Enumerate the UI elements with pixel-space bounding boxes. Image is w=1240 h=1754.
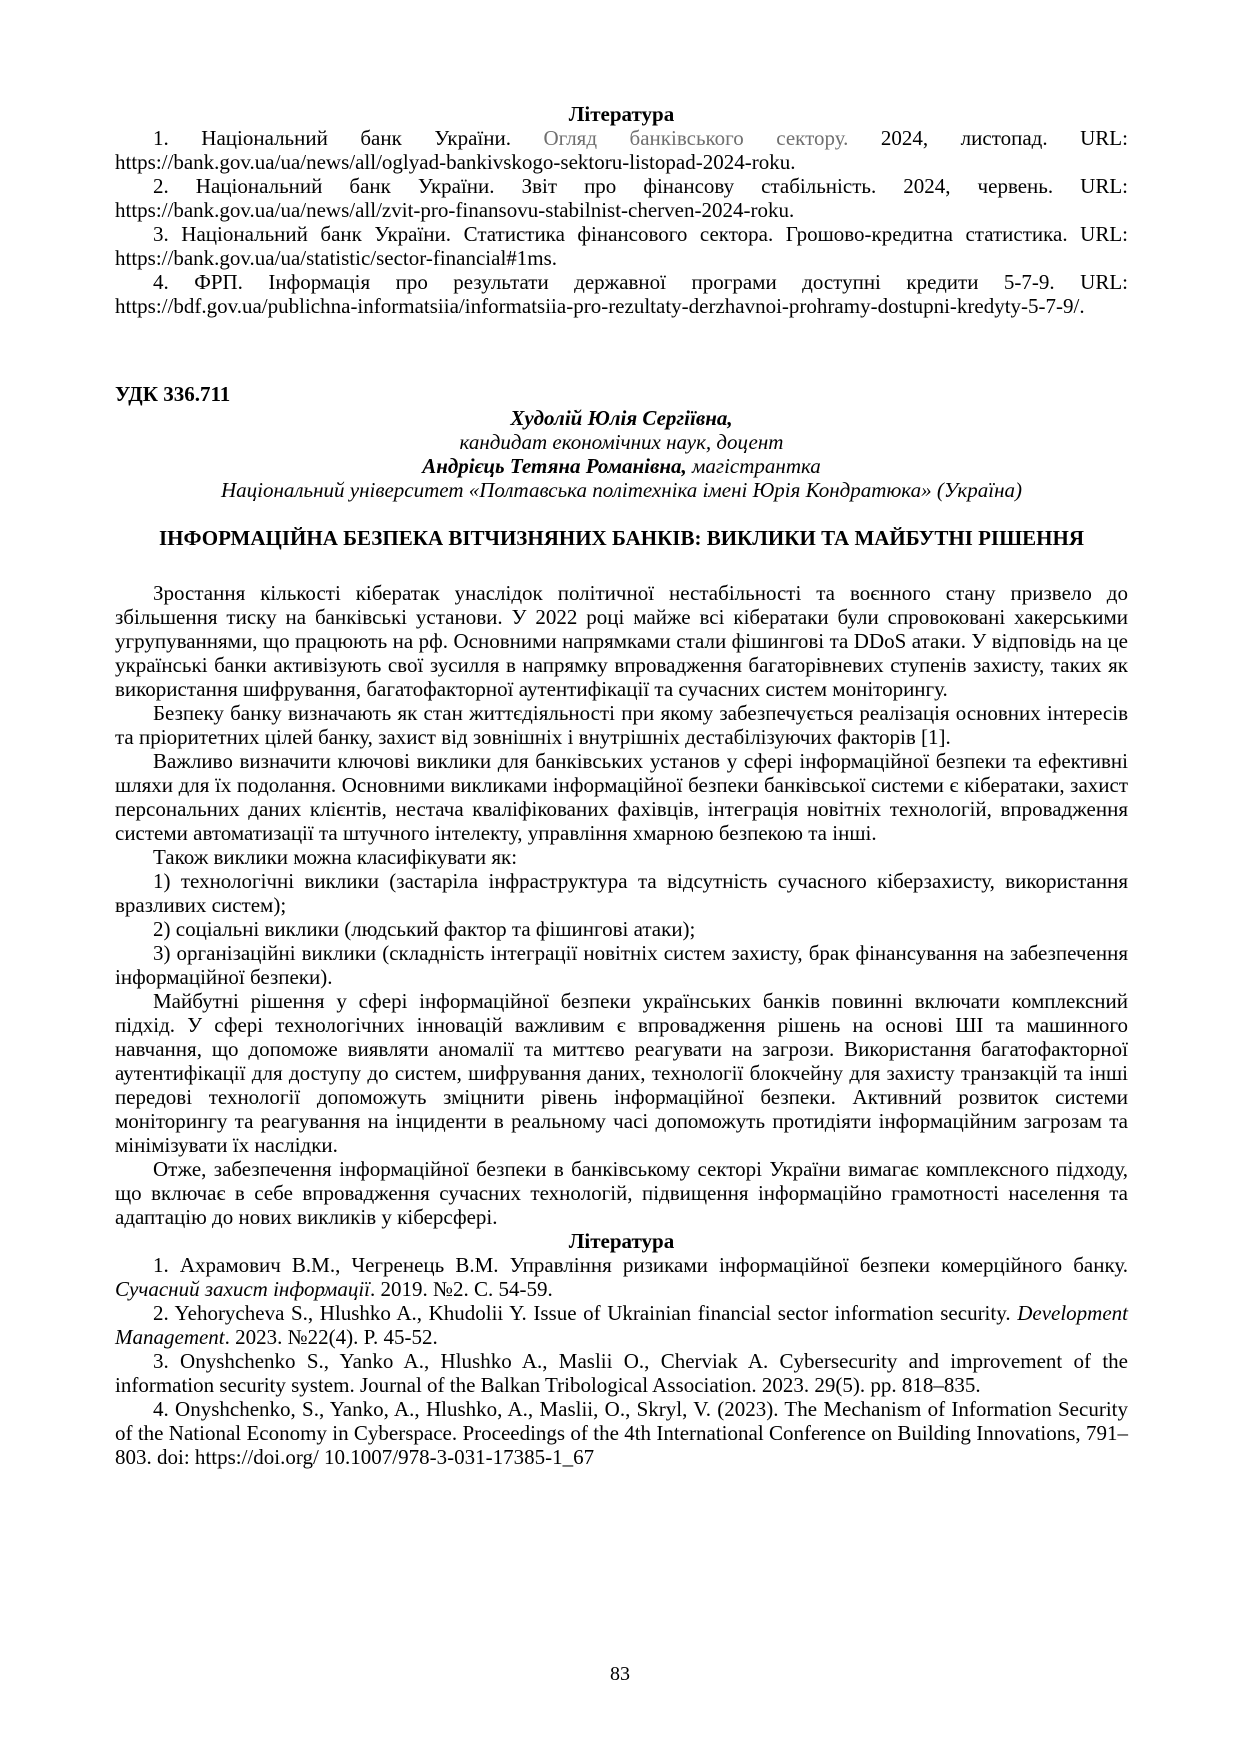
authors-block <box>115 406 1128 502</box>
body-paragraph: Також виклики можна класифікувати як: <box>153 845 518 869</box>
body-paragraph: Зростання кількості кібератак унаслідок політичної нестабільності та воєнного стану призвело до збільшення тиску на банківські установи. У 2022 році майже всі кібератаки були спровоковані хакерськими угрупуваннями, що працюють на рф. Основними напрямками стали фішингові та DDoS атаки. У відповідь на це українські банки активізують свої зусилля в напрямку впровадження багаторівневих ступенів захисту, таких як використання шифрування, багатофакторної аутентифікації та сучасних систем моніторингу. <box>115 581 1128 701</box>
references-heading-article: Література <box>568 1229 675 1253</box>
author-2-name: Андрієць Тетяна Романівна, <box>422 454 687 478</box>
article-title: ІНФОРМАЦІЙНА БЕЗПЕКА ВІТЧИЗНЯНИХ БАНКІВ: ВИКЛИКИ ТА МАЙБУТНІ РІШЕННЯ <box>159 526 1084 550</box>
article-body <box>115 581 1128 1229</box>
reference-item-1 <box>115 1253 1128 1301</box>
body-list-item-1: 1) технологічні виклики (застаріла інфраструктура та відсутність сучасного кіберзахисту, використання вразливих систем); <box>115 869 1128 917</box>
affiliation-line: Національний університет «Полтавська політехніка імені Юрія Кондратюка» (Україна) <box>220 478 1022 502</box>
reference-text: 1. Національний банк України. <box>153 126 544 150</box>
prev-article-references-section <box>115 102 1128 318</box>
body-paragraph: Майбутні рішення у сфері інформаційної безпеки українських банків повинні включати комплексний підхід. У сфері технологічних інновацій важливим є впровадження рішень на основі ШІ та машинного навчання, що допоможе виявляти аномалії та миттєво реагувати на загрози. Використання багатофакторної аутентифікації для доступу до систем, шифрування даних, технології блокчейну для захисту транзакцій та інші передові технології допоможуть зміцнити рівень інформаційної безпеки. Активний розвиток системи моніторингу та реагування на інциденти в реальному часі допоможуть протидіяти інформаційним загрозам та мінімізувати їх наслідки. <box>115 989 1128 1157</box>
references-heading-top: Література <box>568 102 675 126</box>
page-number: 83 <box>610 1663 630 1685</box>
reference-item-top-3: 3. Національний банк України. Статистика фінансового сектора. Грошово-кредитна статистика. URL: https://bank.gov.ua/ua/statistic/sector-financial#1ms. <box>115 222 1128 270</box>
body-paragraph: Отже, забезпечення інформаційної безпеки в банківському секторі України вимагає комплексного підходу, що включає в себе впровадження сучасних технологій, підвищення інформаційно грамотності населення та адаптацію до нових викликів у кіберсфері. <box>115 1157 1128 1229</box>
reference-item-top-2: 2. Національний банк України. Звіт про фінансову стабільність. 2024, червень. URL: https://bank.gov.ua/ua/news/all/zvit-pro-finansovu-stabilnist-cherven-2024-roku. <box>115 174 1128 222</box>
body-list-item-2: 2) соціальні виклики (людський фактор та фішингові атаки); <box>153 917 696 941</box>
reference-item-top-1 <box>115 126 1128 174</box>
author-1-degree: кандидат економічних наук, доцент <box>459 430 784 454</box>
author-1-line <box>115 406 1128 430</box>
reference-text: . 2019. №2. С. 54-59. <box>370 1277 553 1301</box>
reference-text: . 2023. №22(4). P. 45-52. <box>224 1325 438 1349</box>
reference-text: 1. Ахрамович В.М., Чегренець В.М. Управління ризиками інформаційної безпеки комерційного банку. <box>153 1253 1128 1277</box>
author-1-name: Худолій Юлія Сергіївна, <box>510 406 733 430</box>
article-references <box>115 1253 1128 1469</box>
reference-item-3: 3. Onyshchenko S., Yanko A., Hlushko A., Maslii O., Cherviak A. Cybersecurity and improvement of the information security system. Journal of the Balkan Tribological Association. 2023. 29(5). pp. 818–835. <box>115 1349 1128 1397</box>
reference-item-4: 4. Onyshchenko, S., Yanko, A., Hlushko, A., Maslii, O., Skryl, V. (2023). The Mechanism of Information Security of the National Economy in Cyberspace. Proceedings of the 4th International Conference on Building Innovations, 791–803. doi: https://doi.org/ 10.1007/978-3-031-17385-1_67 <box>115 1397 1128 1469</box>
author-2-line <box>115 454 1128 478</box>
article-section <box>115 382 1128 1469</box>
body-list-item-3: 3) організаційні виклики (складність інтеграції новітніх систем захисту, брак фінансування на забезпечення інформаційної безпеки). <box>115 941 1128 989</box>
udc-code: УДК 336.711 <box>115 382 231 406</box>
reference-item-2 <box>115 1301 1128 1349</box>
reference-url-text: 2024, листопад. URL: https://bank.gov.ua/ua/news/all/oglyad-bankivskogo-sektoru-listopad-2024-roku. <box>115 126 1128 174</box>
reference-journal-title: Сучасний захист інформації <box>115 1277 370 1301</box>
body-paragraph: Безпеку банку визначають як стан життєдіяльності при якому забезпечується реалізація основних інтересів та пріоритетних цілей банку, захист від зовнішніх і внутрішніх дестабілізуючих факторів [1]. <box>115 701 1128 749</box>
body-paragraph: Важливо визначити ключові виклики для банківських установ у сфері інформаційної безпеки та ефективні шляхи для їх подолання. Основними викликами інформаційної безпеки банківської системи є кібератаки, захист персональних даних клієнтів, нестача кваліфікованих фахівців, інтеграція новітніх технологій, впровадження системи автоматизації та штучного інтелекту, управління хмарною безпекою та інші. <box>115 749 1128 845</box>
reference-source-title: Огляд банківського сектору. <box>543 126 849 150</box>
author-2-role: магістрантка <box>686 454 821 478</box>
reference-text: 2. Yehorycheva S., Hlushko A., Khudolii Y. Issue of Ukrainian financial sector information security. <box>153 1301 1018 1325</box>
reference-item-top-4: 4. ФРП. Інформація про результати державної програми доступні кредити 5-7-9. URL: https://bdf.gov.ua/publichna-informatsiia/informatsiia-pro-rezultaty-derzhavnoi-prohramy-dostupni-kredyty-5-7-9/. <box>115 270 1128 318</box>
reference-journal-title: Development Management <box>115 1301 1128 1349</box>
